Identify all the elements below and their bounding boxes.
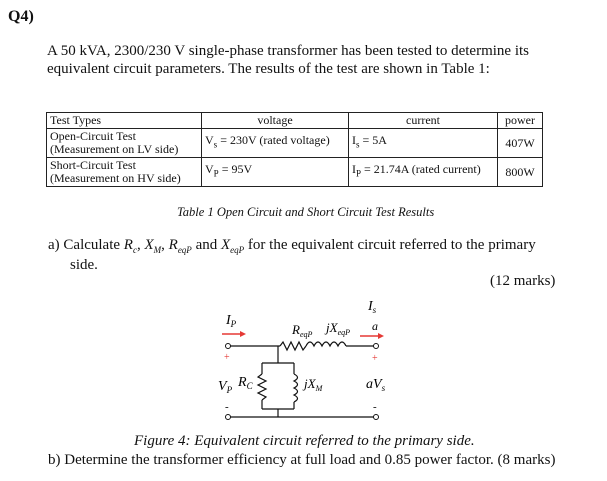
jxm-label: $jX_M$ [304, 376, 323, 393]
jxm-inductor [294, 374, 298, 402]
voltage-cell [202, 158, 349, 187]
table-header-row [47, 113, 543, 129]
right-bottom-terminal [374, 415, 379, 420]
test-results-table [46, 112, 543, 187]
part-b-text: b) Determine the transformer efficiency at full load and 0.85 power factor. [48, 452, 494, 468]
is-label: $I_s$ [368, 299, 377, 315]
req-subscript: eqP [177, 245, 192, 255]
right-minus-sign: - [373, 401, 377, 413]
figure-caption: Figure 4: Equivalent circuit referred to the primary side. [134, 433, 475, 449]
current-symbol: I [352, 162, 356, 177]
test-type-name: Open-Circuit Test [50, 129, 136, 143]
part-a-line2: side. [70, 257, 98, 273]
test-type-cell [47, 158, 202, 187]
secondary-current-arrowhead [378, 333, 384, 339]
right-plus-sign: + [372, 353, 378, 364]
part-a-marks: (12 marks) [490, 273, 556, 289]
table-row [47, 129, 543, 158]
current-subscript: P [356, 168, 362, 179]
xeq-symbol: X [220, 237, 231, 253]
voltage-subscript: s [213, 139, 218, 150]
question-number: Q4) [8, 8, 34, 25]
xm-symbol: X [144, 237, 154, 253]
jxeqp-inductor [306, 342, 346, 346]
rc-symbol: R [123, 237, 133, 253]
header-voltage: voltage [202, 113, 349, 129]
part-a-suffix: for the equivalent circuit referred to the primary [244, 237, 536, 253]
voltage-cell [202, 129, 349, 158]
part-b-marks: (8 marks) [497, 452, 556, 468]
current-cell [349, 129, 498, 158]
current-symbol: I [352, 133, 356, 148]
test-type-note: (Measurement on LV side) [50, 142, 179, 156]
equivalent-circuit-diagram [200, 290, 420, 430]
jxeqp-label: $jX_{eqP}$ [326, 320, 350, 337]
power-cell: 800W [498, 158, 543, 187]
current-value: = 5A [362, 133, 387, 148]
test-type-name: Short-Circuit Test [50, 158, 136, 172]
xm-subscript: M [153, 245, 162, 255]
test-type-note: (Measurement on HV side) [50, 171, 181, 185]
left-minus-sign: - [225, 401, 229, 413]
right-top-terminal [374, 344, 379, 349]
xeq-subscript: eqP [230, 245, 245, 255]
reqp-resistor [280, 342, 306, 350]
avs-label: $aV_s$ [366, 377, 386, 393]
question-intro: A 50 kVA, 2300/230 V single-phase transformer has been tested to determine its equivalent circuit parameters. The results of the test are shown in Table 1: [47, 43, 529, 77]
voltage-symbol: V [205, 133, 214, 148]
voltage-subscript: P [213, 168, 219, 179]
reqp-label: $R_{eqP}$ [292, 322, 313, 339]
current-cell [349, 158, 498, 187]
req-symbol: R [168, 237, 178, 253]
ip-label: $I_P$ [226, 313, 237, 329]
part-a-prefix: a) Calculate [48, 237, 124, 253]
header-current: current [349, 113, 498, 129]
voltage-value: = 95V [221, 162, 253, 177]
left-bottom-terminal [226, 415, 231, 420]
left-top-terminal [226, 344, 231, 349]
primary-current-arrowhead [240, 331, 246, 337]
power-cell: 407W [498, 129, 543, 158]
rc-resistor [258, 374, 266, 400]
voltage-symbol: V [205, 162, 214, 177]
part-b-question [48, 452, 555, 469]
part-a-and: and [191, 237, 221, 253]
current-subscript: s [356, 139, 360, 150]
rc-label: $R_C$ [238, 375, 253, 391]
table-caption: Table 1 Open Circuit and Short Circuit Test Results [177, 205, 435, 219]
header-test-types: Test Types [47, 113, 202, 129]
header-power: power [498, 113, 543, 129]
left-plus-sign: + [224, 352, 230, 363]
turns-ratio-label: a [372, 319, 378, 333]
current-value: = 21.74A (rated current) [364, 162, 481, 177]
part-a-question: a) Calculate $R_c$, $X_M$, $R_{eqP}$ and $X_{eqP}$ for the equivalent circuit referred to the primary [48, 237, 536, 255]
table-row [47, 158, 543, 187]
vp-label: $V_P$ [218, 379, 233, 395]
test-type-cell [47, 129, 202, 158]
voltage-value: = 230V (rated voltage) [220, 133, 330, 148]
rc-subscript: c [132, 245, 137, 255]
